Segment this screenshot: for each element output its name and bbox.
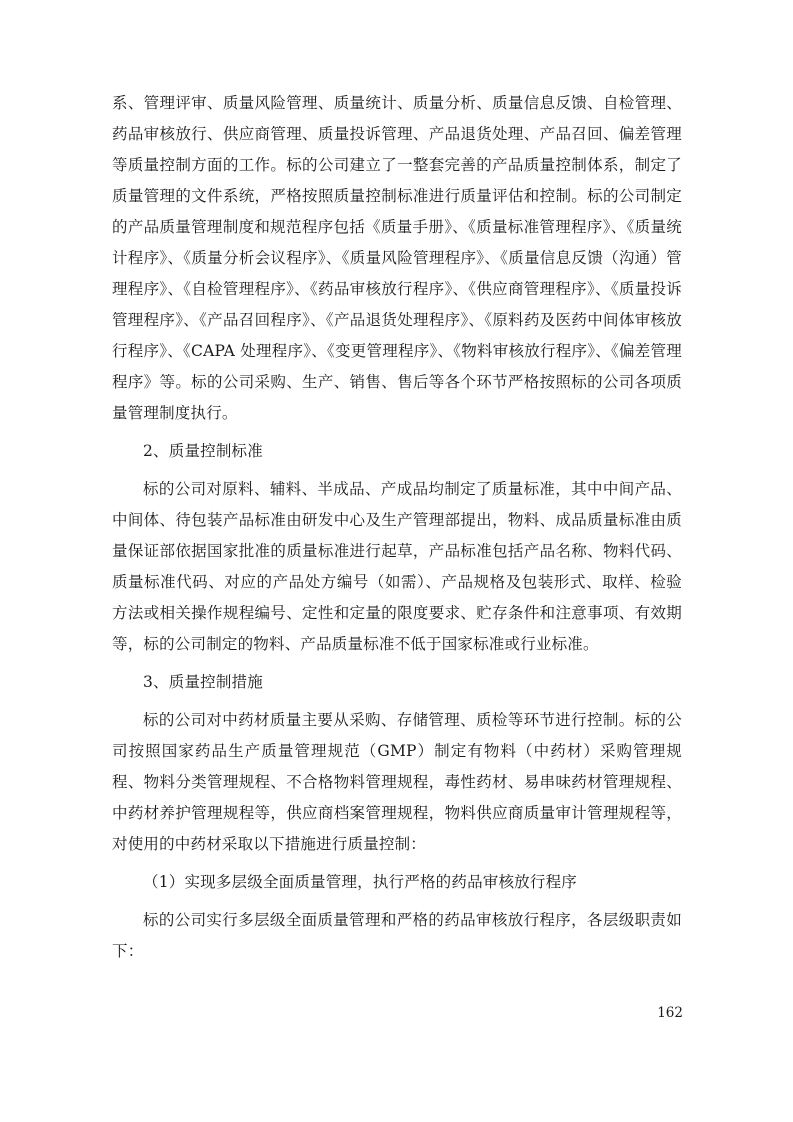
block-spacer xyxy=(112,429,682,436)
block-spacer xyxy=(112,898,682,905)
heading-multi-level-quality-management: （1）实现多层级全面质量管理，执行严格的药品审核放行程序 xyxy=(143,873,577,891)
heading-quality-control-measures: 3、质量控制措施 xyxy=(143,673,263,691)
page-number: 162 xyxy=(657,1005,683,1021)
paragraph-quality-control-standards: 标的公司对原料、辅料、半成品、产成品均制定了质量标准，其中中间产品、中间体、待包装产品标准由研发中心及生产管理部提出，物料、成品质量标准由质量保证部依据国家批准的质量标准进行起草，产品标准包括产品名称、物料代码、质量标准代码、对应的产品处方编号（如需）、产品规格及包装形式、取样、检验方法或相关操作规程编号、定性和定量的限度要求、贮存条件和注意事项、有效期等，标的公司制定的物料、产品质量标准不低于国家标准或行业标准。 xyxy=(112,480,682,653)
heading-quality-control-standards: 2、质量控制标准 xyxy=(143,442,263,460)
block-spacer xyxy=(112,698,682,705)
block-spacer xyxy=(112,660,682,667)
paragraph-quality-control-measures: 标的公司对中药材质量主要从采购、存储管理、质检等环节进行控制。标的公司按照国家药品生产质量管理规范（GMP）制定有物料（中药材）采购管理规程、物料分类管理规程、不合格物料管理规程，毒性药材、易串味药材管理规程、中药材养护管理规程等，供应商档案管理规程，物料供应商质量审计管理规程等，对使用的中药材采取以下措施进行质量控制： xyxy=(112,711,682,853)
paragraph-quality-system-continued: 系、管理评审、质量风险管理、质量统计、质量分析、质量信息反馈、自检管理、药品审核放行、供应商管理、质量投诉管理、产品退货处理、产品召回、偏差管理等质量控制方面的工作。标的公司建立了一整套完善的产品质量控制体系，制定了质量管理的文件系统，严格按照质量控制标准进行质量评估和控制。标的公司制定的产品质量管理制度和规范程序包括《质量手册》、《质量标准管理程序》、《质量统计程序》、《质量分析会议程序》、《质量风险管理程序》、《质量信息反馈（沟通）管理程序》、《自检管理程序》、《药品审核放行程序》、《供应商管理程序》、《质量投诉管理程序》、《产品召回程序》、《产品退货处理程序》、《原料药及医药中间体审核放行程序》、《CAPA 处理程序》、《变更管理程序》、《物料审核放行程序》、《偏差管理程序》等。标的公司采购、生产、销售、售后等各个环节严格按照标的公司各项质量管理制度执行。 xyxy=(112,94,682,422)
block-spacer xyxy=(112,467,682,474)
block-spacer xyxy=(112,860,682,867)
page-content xyxy=(112,88,682,967)
paragraph-multi-level-quality-management: 标的公司实行多层级全面质量管理和严格的药品审核放行程序，各层级职责如下： xyxy=(112,911,682,960)
